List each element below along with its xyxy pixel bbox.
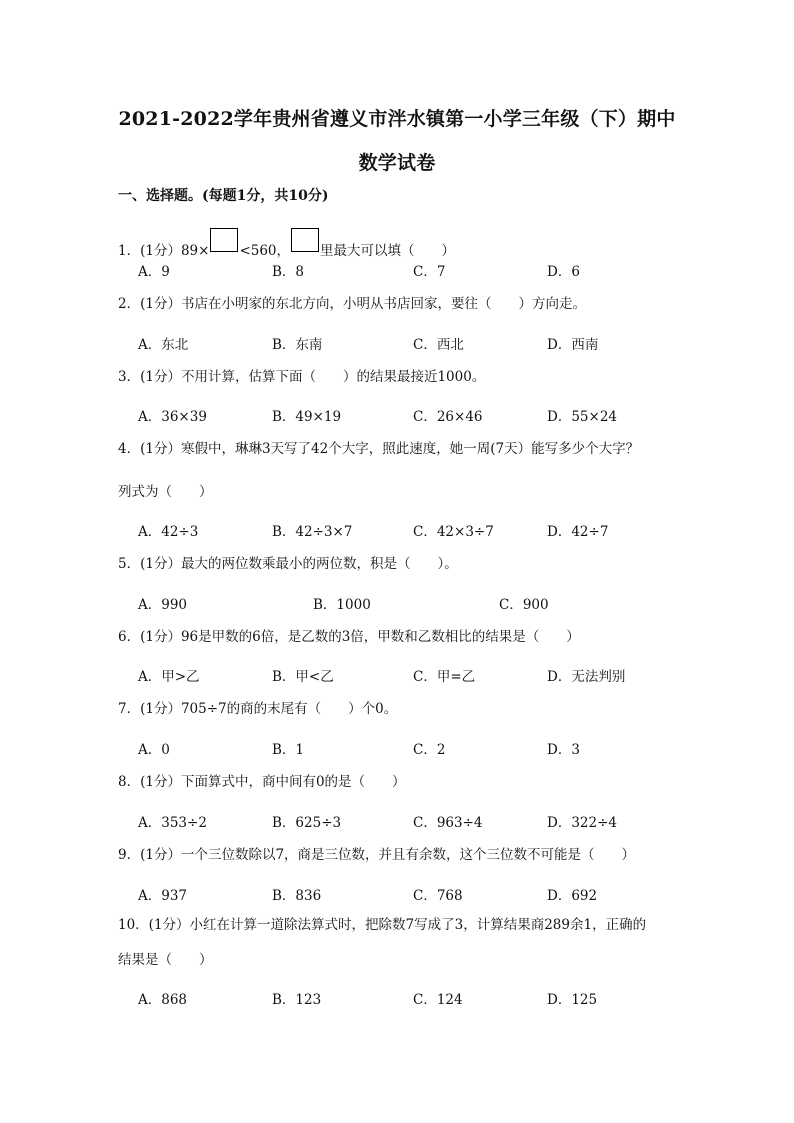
q5-option-a[interactable]: A．990 <box>138 597 188 613</box>
page-title: 2021-2022学年贵州省遵义市泮水镇第一小学三年级（下）期中 <box>118 108 676 130</box>
question-1-stem-part2: <560， <box>239 243 291 259</box>
q6-option-c[interactable]: C．甲=乙 <box>413 669 476 685</box>
question-7: 7．(1分）705÷7的商的末尾有（ ）个0。 <box>118 701 398 717</box>
q10-option-b[interactable]: B．123 <box>272 992 322 1008</box>
q3-option-d[interactable]: D．55×24 <box>547 409 617 425</box>
q9-option-c[interactable]: C．768 <box>413 888 463 904</box>
q1-option-b[interactable]: B．8 <box>272 264 305 280</box>
q3-option-b[interactable]: B．49×19 <box>272 409 342 425</box>
q2-option-a[interactable]: A．东北 <box>138 337 189 353</box>
page-subtitle: 数学试卷 <box>358 152 436 174</box>
q9-option-a[interactable]: A．937 <box>138 888 188 904</box>
q10-option-a[interactable]: A．868 <box>138 992 188 1008</box>
q9-option-b[interactable]: B．836 <box>272 888 322 904</box>
q7-option-a[interactable]: A．0 <box>138 742 170 758</box>
q2-option-c[interactable]: C．西北 <box>413 337 464 353</box>
blank-box <box>210 228 238 252</box>
q6-option-d[interactable]: D．无法判别 <box>547 669 626 685</box>
q4-option-b[interactable]: B．42÷3×7 <box>272 524 353 540</box>
question-1 <box>118 228 455 261</box>
section-heading: 一、选择题。(每题1分，共10分) <box>118 188 329 204</box>
q5-option-c[interactable]: C．900 <box>499 597 549 613</box>
q10-option-d[interactable]: D．125 <box>547 992 598 1008</box>
question-3: 3．(1分）不用计算，估算下面（ ）的结果最接近1000。 <box>118 369 486 385</box>
q2-option-d[interactable]: D．西南 <box>547 337 599 353</box>
q7-option-c[interactable]: C．2 <box>413 742 446 758</box>
q4-option-a[interactable]: A．42÷3 <box>138 524 199 540</box>
q8-option-d[interactable]: D．322÷4 <box>547 815 617 831</box>
q1-option-d[interactable]: D．6 <box>547 264 580 280</box>
q2-option-b[interactable]: B．东南 <box>272 337 323 353</box>
blank-box <box>291 228 319 252</box>
q4-option-c[interactable]: C．42×3÷7 <box>413 524 494 540</box>
question-5: 5．(1分）最大的两位数乘最小的两位数，积是（ ）。 <box>118 556 458 572</box>
question-1-stem-part1: 1．(1分）89× <box>118 243 210 259</box>
question-2: 2．(1分）书店在小明家的东北方向，小明从书店回家，要往（ ）方向走。 <box>118 296 586 312</box>
q1-option-a[interactable]: A．9 <box>138 264 170 280</box>
q6-option-a[interactable]: A．甲>乙 <box>138 669 200 685</box>
question-6: 6．(1分）96是甲数的6倍，是乙数的3倍，甲数和乙数相比的结果是（ ） <box>118 629 580 645</box>
question-4: 4．(1分）寒假中，琳琳3天写了42个大字，照此速度，她一周(7天）能写多少个大字？ <box>118 441 640 457</box>
q8-option-b[interactable]: B．625÷3 <box>272 815 342 831</box>
question-10-line2: 结果是（ ） <box>118 952 213 968</box>
question-1-stem-part3: 里最大可以填（ ） <box>320 243 456 259</box>
q10-option-c[interactable]: C．124 <box>413 992 463 1008</box>
question-4-line2: 列式为（ ） <box>118 484 213 500</box>
q7-option-b[interactable]: B．1 <box>272 742 305 758</box>
q1-option-c[interactable]: C．7 <box>413 264 446 280</box>
q3-option-a[interactable]: A．36×39 <box>138 409 207 425</box>
question-8: 8．(1分）下面算式中，商中间有0的是（ ） <box>118 774 406 790</box>
q8-option-c[interactable]: C．963÷4 <box>413 815 483 831</box>
question-10: 10．(1分）小红在计算一道除法算式时，把除数7写成了3，计算结果商289余1，正确的 <box>118 917 647 933</box>
q9-option-d[interactable]: D．692 <box>547 888 598 904</box>
q7-option-d[interactable]: D．3 <box>547 742 580 758</box>
question-9: 9．(1分）一个三位数除以7，商是三位数，并且有余数，这个三位数不可能是（ ） <box>118 847 636 863</box>
q3-option-c[interactable]: C．26×46 <box>413 409 483 425</box>
q6-option-b[interactable]: B．甲<乙 <box>272 669 334 685</box>
q5-option-b[interactable]: B．1000 <box>313 597 371 613</box>
q4-option-d[interactable]: D．42÷7 <box>547 524 609 540</box>
q8-option-a[interactable]: A．353÷2 <box>138 815 207 831</box>
